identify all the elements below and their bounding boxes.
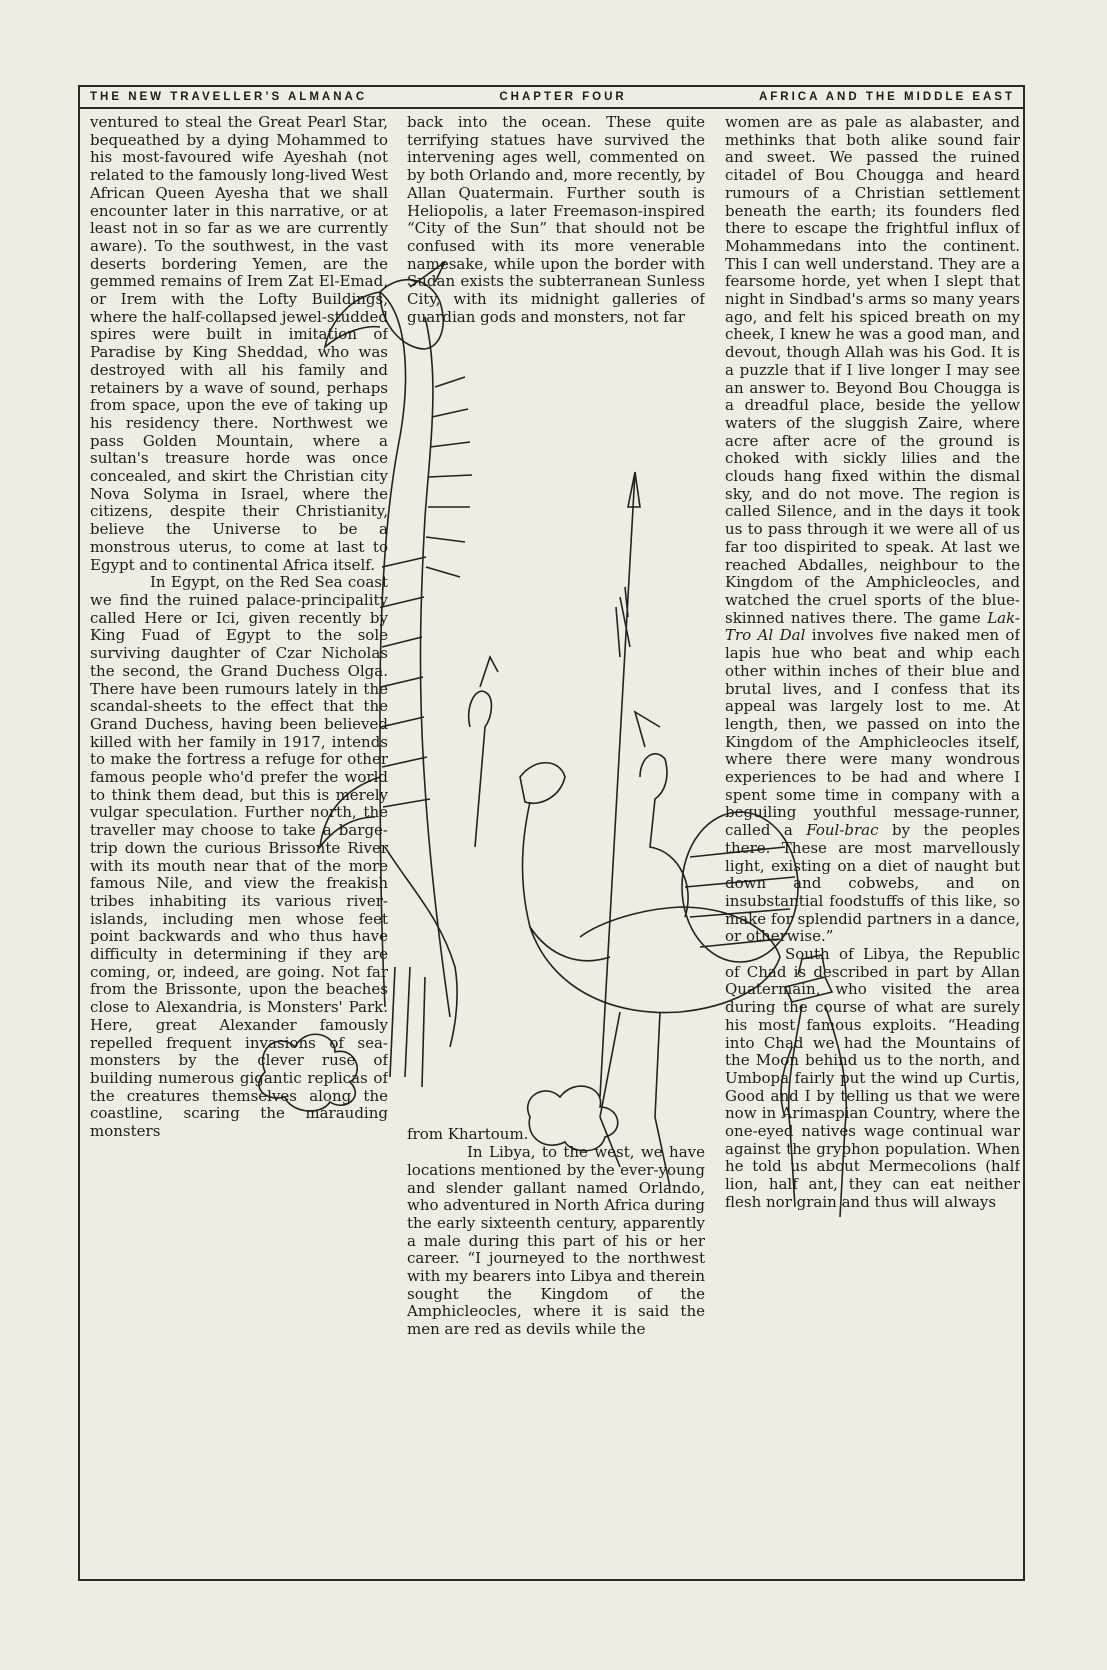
col1-paragraph-2: In Egypt, on the Red Sea coast we find the ruined palace-principality called Here or Ici, given recently by King Fuad of Egypt to the sole surviving daughter of Czar Nicholas the second, the Grand Duchess Olga. There have been rumours lately in the scandal-sheets to the effect that the Grand Duchess, having been believed killed with her family in 1917, intends to make the fortress a refuge for other famous people who'd prefer the world to think them dead, but this is merely vulgar speculation. Further north, the traveller may choose to take a barge-trip down the curious Brissonte River with its mouth near that of the more famous Nile, and view the freakish tribes inhabiting its various river-islands, including men whose feet point backwards and who thus have difficulty in determining if they are coming, or, indeed, are going. Not far from the Brissonte, upon the beaches close to Alexandria, is Monsters' Park. Here, great Alexander famously repelled frequent invasions of sea-monsters by the clever ruse of building numerous gigantic replicas of the creatures themselves along the coastline, scaring the marauding monsters <box>90 573 388 1141</box>
column-2 <box>407 114 705 1573</box>
game-name: Lak-Tro Al Dal <box>725 608 1020 645</box>
header-section: AFRICA AND THE MIDDLE EAST <box>758 91 1015 103</box>
col2-paragraph-1: back into the ocean. These quite terrifying statues have survived the intervening ages well, commented on by both Orlando and, more recently, by Allan Quatermain. Further south is Heliopolis, a later Freemason-inspired “City of the Sun” that should not be confused with its more venerable namesake, while upon the border with Sudan exists the subterranean Sunless City, with its midnight galleries of guardian gods and monsters, not far <box>407 114 705 326</box>
column-1 <box>90 114 388 1573</box>
col2-paragraph-2: from Khartoum. <box>407 1125 529 1144</box>
header-chapter: CHAPTER FOUR <box>499 91 627 103</box>
page-frame <box>78 85 1025 1581</box>
column-3 <box>725 114 1020 1573</box>
col3-text-a: women are as pale as alabaster, and methinks that both alike sound fair and sweet. We passed the ruined citadel of Bou Chougga and heard rumours of a Christian settlement beneath the earth; its founders fled there to escape the frightful influx of Mohammedans into the continent. This I can well understand. They are a fearsome horde, yet when I slept that night in Sindbad's arms so many years ago, and felt his spiced breath on my cheek, I knew he was a good man, and devout, though Allah was his God. It is a puzzle that if I live longer I may see an answer to. Beyond Bou Chougga is a dreadful place, beside the yellow waters of the sluggish Zaire, where acre after acre of the ground is choked with sickly lilies and the clouds hang fixed within the dismal sky, and do not move. The region is called Silence, and in the days it took us to pass through it we were all of us far too dispirited to speak. At last we reached Abdalles, neighbour to the Kingdom of the Amphicleocles, and watched the cruel sports of the blue-skinned natives there. The game <box>725 114 1020 627</box>
col1-paragraph-1: ventured to steal the Great Pearl Star, bequeathed by a dying Mohammed to his most-favoured wife Ayeshah (not related to the famously long-lived West African Queen Ayesha that we shall encounter later in this narrative, or at least not in so far as we are currently aware). To the southwest, in the vast deserts bordering Yemen, are the gemmed remains of Irem Zat El-Emad, or Irem with the Lofty Buildings, where the half-collapsed jewel-studded spires were built in imitation of Paradise by King Sheddad, who was destroyed with all his family and retainers by a wave of sound, perhaps from space, upon the eve of taking up his residency there. Northwest we pass Golden Mountain, where a sultan's treasure horde was once concealed, and skirt the Christian city Nova Solyma in Israel, where the citizens, despite their Christianity, believe the Universe to be a monstrous uterus, to come at last to Egypt and to continental Africa itself. <box>90 114 388 574</box>
header-title: THE NEW TRAVELLER’S ALMANAC <box>90 91 368 103</box>
col3-paragraph-2: South of Libya, the Republic of Chad is described in part by Allan Quatermain, who visited the area during the course of what are surely his most famous exploits. “Heading into Chad we had the Mountains of the Moon behind us to the north, and Umbopa fairly put the wind up Curtis, Good and I by telling us that we were now in Arimaspian Country, where the one-eyed natives wage continual war against the gryphon population. When he told us about Mermecolions (half lion, half ant, they can eat neither flesh nor grain and thus will always <box>725 945 1020 1211</box>
col2-paragraph-3: In Libya, to the west, we have locations mentioned by the ever-young and slender gallant named Orlando, who adventured in North Africa during the early sixteenth century, apparently a male during this part of his or her career. “I journeyed to the northwest with my bearers into Libya and therein sought the Kingdom of the Amphicleocles, where it is said the men are red as devils while the <box>407 1143 705 1339</box>
col3-text-b: involves five naked men of lapis hue who beat and whip each other within inches of their blue and brutal lives, and I confess that its appeal was largely lost to me. At length, then, we passed on into the Kingdom of the Amphicleocles itself, where there were many wondrous experiences to be had and where I spent some time in company with a beguiling youthful message-runner, called a <box>725 626 1020 840</box>
runner-name: Foul-brac <box>806 821 879 840</box>
illustration-gap <box>407 326 705 1126</box>
col3-text-c: by the peoples there. These are most marvellously light, existing on a diet of naught but down and cobwebs, and on insubstantial foodstuffs of this like, so make for splendid partners in a dance, or otherwise.” <box>725 821 1020 946</box>
col3-paragraph-1 <box>725 114 1020 946</box>
